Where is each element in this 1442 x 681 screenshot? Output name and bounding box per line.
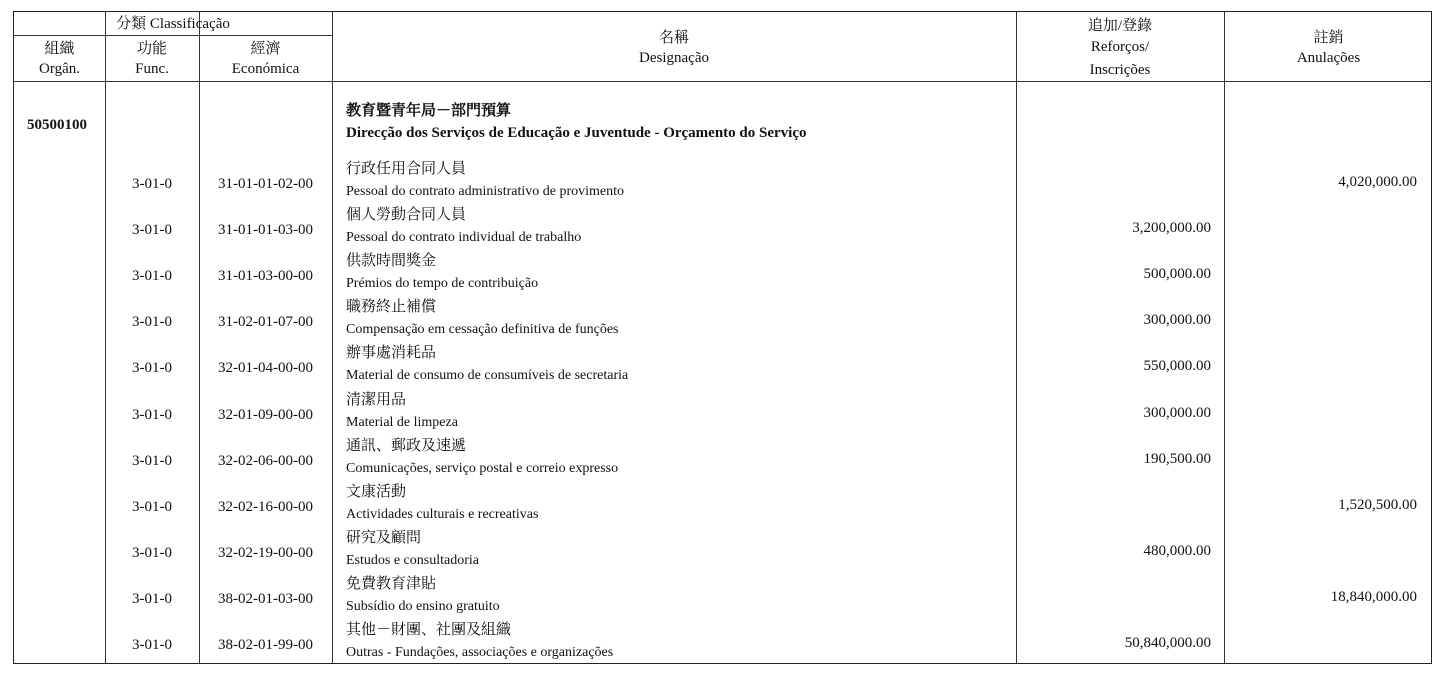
designation-zh: 清潔用品 — [346, 391, 407, 408]
table-row — [14, 525, 1431, 571]
econ-code: 38-02-01-99-00 — [218, 637, 313, 653]
designation-pt: Prémios do tempo de contribuição — [346, 276, 539, 292]
table-row — [14, 571, 1431, 617]
econ-code: 31-02-01-07-00 — [218, 314, 313, 331]
econ-code: 31-01-01-03-00 — [218, 222, 313, 239]
func-code: 3-01-0 — [132, 222, 172, 239]
econ-code: 32-02-19-00-00 — [218, 544, 313, 561]
designation-pt: Material de consumo de consumíveis de secretaria — [346, 368, 629, 384]
designation-zh: 行政任用合同人員 — [346, 161, 467, 177]
econ-code: 32-01-04-00-00 — [218, 360, 313, 377]
designation-pt: Actividades culturais e recreativas — [346, 506, 539, 522]
func-code: 3-01-0 — [132, 314, 172, 331]
reinforcement-amount: 50,840,000.00 — [1124, 635, 1211, 651]
reinforcement-amount: 480,000.00 — [1143, 542, 1211, 559]
header-name-zh: 名稱 — [658, 30, 689, 46]
econ-code: 32-02-16-00-00 — [218, 498, 313, 515]
func-code: 3-01-0 — [132, 498, 172, 515]
func-code: 3-01-0 — [132, 268, 172, 285]
header-organ-zh: 組織 — [44, 41, 75, 57]
reinforcement-amount: 300,000.00 — [1143, 404, 1211, 421]
section-title-pt: Direcção dos Serviços de Educação e Juventude - Orçamento do Serviço — [346, 125, 807, 141]
table-row — [14, 294, 1431, 340]
designation-pt: Pessoal do contrato administrativo de provimento — [346, 184, 625, 199]
func-code: 3-01-0 — [132, 176, 172, 192]
designation-zh: 職務終止補償 — [346, 299, 437, 316]
table-row — [14, 433, 1431, 479]
designation-zh: 研究及顧問 — [346, 529, 422, 546]
header-rule — [14, 81, 1431, 82]
annulment-amount: 4,020,000.00 — [1338, 174, 1417, 190]
reinforcement-amount: 300,000.00 — [1143, 312, 1211, 329]
func-code: 3-01-0 — [132, 544, 172, 561]
designation-zh: 個人勞動合同人員 — [346, 207, 467, 224]
reinforcement-amount: 500,000.00 — [1143, 266, 1211, 283]
func-code: 3-01-0 — [132, 452, 172, 469]
classification-rule — [14, 35, 332, 36]
designation-pt: Outras - Fundações, associações e organizações — [346, 645, 614, 660]
econ-code: 38-02-01-03-00 — [218, 590, 313, 607]
header-classification: 分類 Classificação — [116, 16, 230, 32]
header-add-pt1: Reforços/ — [1090, 39, 1150, 55]
designation-pt: Compensação em cessação definitiva de funções — [346, 322, 619, 338]
header-func-pt: Func. — [135, 61, 169, 77]
func-code: 3-01-0 — [132, 406, 172, 423]
econ-code: 32-01-09-00-00 — [218, 406, 313, 423]
designation-zh: 免費教育津貼 — [346, 575, 437, 592]
func-code: 3-01-0 — [132, 637, 172, 653]
designation-zh: 通訊、郵政及速遞 — [346, 437, 467, 454]
organ-code: 50500100 — [27, 117, 87, 133]
econ-code: 31-01-03-00-00 — [218, 268, 313, 285]
header-name-pt: Designação — [639, 50, 709, 66]
designation-zh: 供款時間獎金 — [346, 253, 437, 270]
designation-zh: 文康活動 — [346, 483, 407, 500]
designation-pt: Subsídio do ensino gratuito — [346, 598, 500, 614]
annulment-amount: 18,840,000.00 — [1330, 588, 1417, 605]
func-code: 3-01-0 — [132, 360, 172, 377]
designation-pt: Pessoal do contrato individual de trabalho — [346, 230, 582, 246]
table-row — [14, 340, 1431, 386]
annulment-amount: 1,520,500.00 — [1338, 496, 1417, 513]
reinforcement-amount: 550,000.00 — [1143, 358, 1211, 375]
reinforcement-amount: 190,500.00 — [1143, 450, 1211, 467]
header-cancel-pt: Anulações — [1296, 50, 1361, 66]
header-func-zh: 功能 — [136, 41, 167, 57]
header-cancel-zh: 註銷 — [1313, 30, 1344, 46]
section-title-zh: 教育暨青年局－部門預算 — [346, 103, 512, 119]
header-organ-pt: Orgân. — [39, 61, 80, 77]
designation-zh: 其他－財團、社團及組織 — [346, 622, 512, 638]
func-code: 3-01-0 — [132, 590, 172, 607]
table-row — [14, 202, 1431, 248]
table-row — [14, 156, 1431, 202]
econ-code: 32-02-06-00-00 — [218, 452, 313, 469]
budget-table — [13, 11, 1432, 664]
econ-code: 31-01-01-02-00 — [218, 176, 313, 192]
table-row — [14, 248, 1431, 294]
table-row — [14, 387, 1431, 433]
designation-zh: 辦事處消耗品 — [346, 345, 437, 362]
header-econ-pt: Económica — [231, 61, 300, 77]
designation-pt: Estudos e consultadoria — [346, 552, 479, 568]
table-row — [14, 479, 1431, 525]
reinforcement-amount: 3,200,000.00 — [1132, 220, 1211, 237]
designation-pt: Comunicações, serviço postal e correio expresso — [346, 460, 619, 476]
designation-pt: Material de limpeza — [346, 414, 458, 430]
header-add-zh: 追加/登錄 — [1087, 18, 1153, 34]
header-econ-zh: 經濟 — [250, 41, 281, 57]
table-row — [14, 617, 1431, 663]
header-add-pt2: Inscrições — [1089, 62, 1151, 78]
